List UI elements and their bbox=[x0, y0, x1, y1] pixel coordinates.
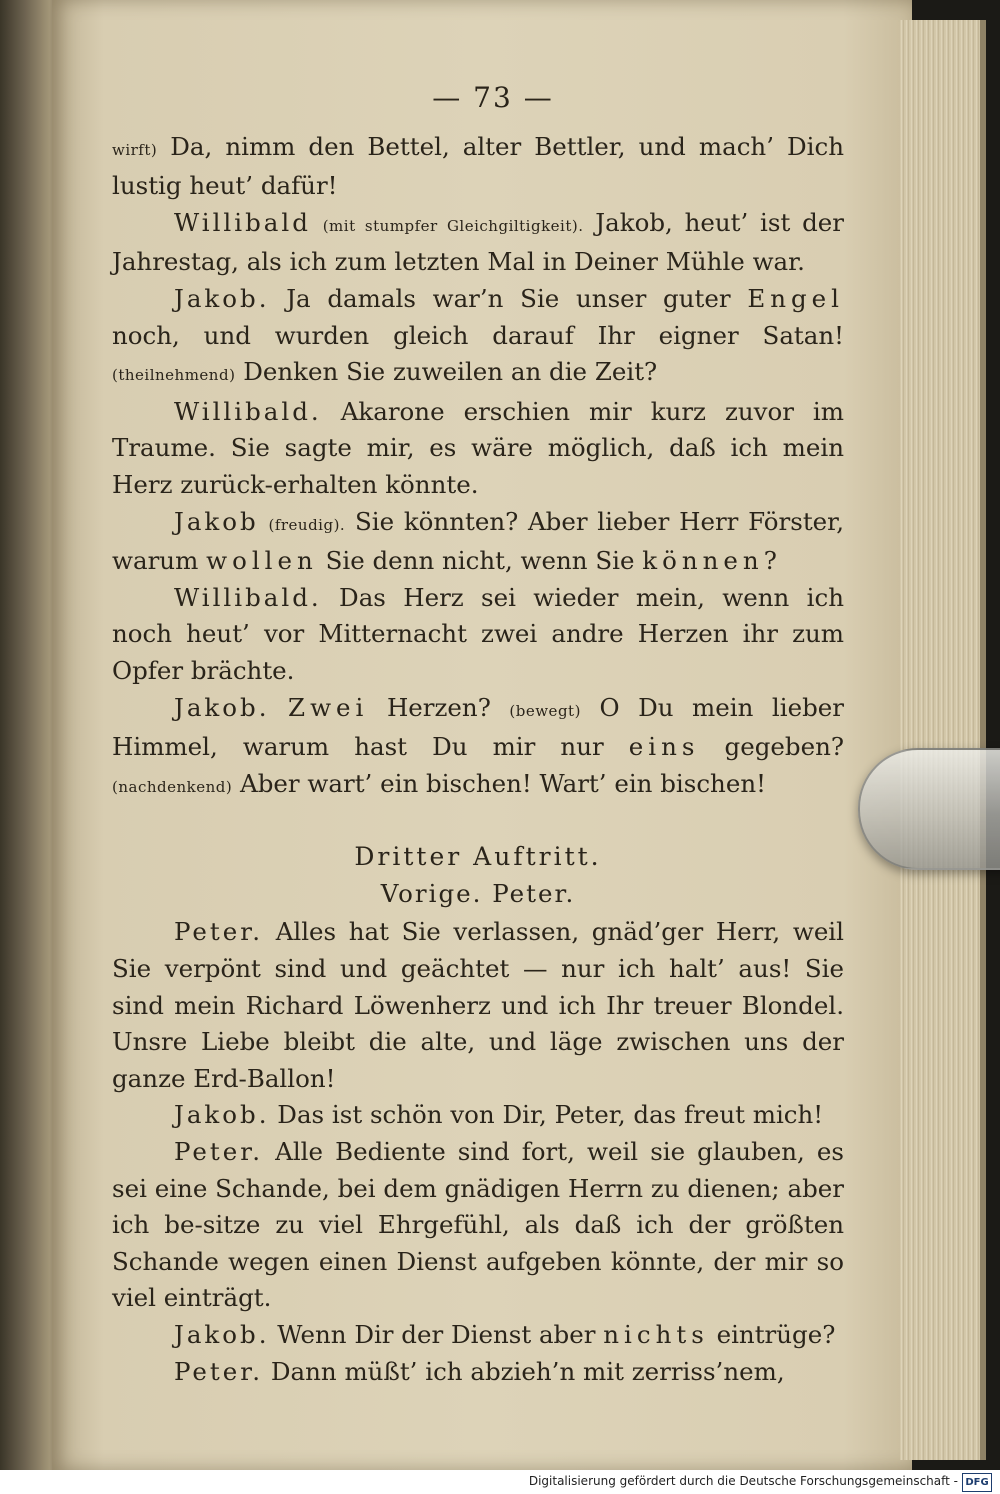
dialogue-text: Jakob, heut’ ist der Jahrestag, als ich zum letzten Mal in Deiner Mühle war. bbox=[112, 207, 844, 277]
dialogue-text: Herzen? bbox=[386, 692, 491, 722]
scene-heading: Dritter Auftritt. bbox=[354, 842, 602, 872]
dialogue-text: Denken Sie zuweilen an die Zeit? bbox=[243, 357, 658, 387]
stage-direction: (freudig). bbox=[268, 515, 346, 534]
text-paragraph bbox=[112, 690, 844, 806]
text-paragraph bbox=[112, 1134, 844, 1317]
dfg-logo: DFG bbox=[962, 1473, 992, 1492]
text-paragraph bbox=[112, 129, 844, 205]
speaker-name: Peter. bbox=[174, 1356, 264, 1386]
dialogue-text: Ja damals war’n Sie unser guter bbox=[286, 283, 731, 313]
dialogue-text: Das Herz sei wieder mein, wenn ich noch heut’ vor Mitternacht zwei andre Herzen ihr zum Opfer brächte. bbox=[112, 582, 844, 685]
speaker-name: Peter. bbox=[174, 917, 264, 947]
speaker-name: Jakob. bbox=[174, 692, 270, 722]
digitization-footer bbox=[0, 1470, 1000, 1494]
speaker-name: Jakob. bbox=[174, 1320, 270, 1349]
dialogue-text: O Du mein lieber Himmel, warum hast Du mir nur bbox=[112, 692, 844, 762]
page-stack-edge bbox=[900, 20, 986, 1460]
speaker-name: Jakob. bbox=[174, 283, 270, 313]
text-paragraph bbox=[112, 1097, 844, 1134]
dialogue-text: Sie denn nicht, wenn Sie bbox=[325, 546, 635, 576]
dialogue-text: Aber wart’ ein bischen! Wart’ ein bischen! bbox=[240, 768, 766, 798]
text-paragraph bbox=[112, 914, 844, 1097]
text-paragraph bbox=[112, 504, 844, 580]
dialogue-text: Da, nimm den Bettel, alter Bettler, und mach’ Dich lustig heut’ dafür! bbox=[112, 131, 844, 201]
stage-direction: (bewegt) bbox=[509, 701, 581, 720]
text-paragraph bbox=[112, 1354, 844, 1391]
scene-characters: Vorige. Peter. bbox=[380, 878, 576, 908]
speaker-name: Peter. bbox=[174, 1137, 264, 1167]
funding-credit: Digitalisierung gefördert durch die Deutsche Forschungsgemeinschaft - bbox=[528, 1474, 958, 1488]
speaker-name: Jakob bbox=[174, 506, 259, 536]
dialogue-text: noch, und wurden gleich darauf Ihr eigner Satan! bbox=[112, 320, 844, 350]
emphasized-word: können? bbox=[642, 546, 782, 576]
speaker-name: Willibald. bbox=[174, 396, 322, 426]
text-paragraph bbox=[112, 1317, 844, 1354]
dialogue-text: Alle Bediente sind fort, weil sie glauben, es sei eine Schande, bei dem gnädigen Herrn zu dienen; aber ich be-sitze zu viel Ehrgefühl, als daß ich der größten Schande wegen einen Dienst aufgeben könnte, der mir so viel einträgt. bbox=[112, 1137, 844, 1313]
text-paragraph bbox=[112, 394, 844, 504]
emphasized-word: Engel bbox=[747, 283, 844, 313]
emphasized-word: nichts bbox=[603, 1320, 709, 1349]
speaker-name: Jakob. bbox=[174, 1100, 270, 1130]
dialogue-text: Sie könnten? Aber lieber Herr Förster, warum bbox=[112, 506, 844, 576]
dialogue-text: Akarone erschien mir kurz zuvor im Traume. Sie sagte mir, es wäre möglich, daß ich mein Herz zurück-erhalten könnte. bbox=[112, 396, 844, 499]
page-number: — 73 — bbox=[432, 81, 554, 114]
dialogue-text: eintrüge? bbox=[716, 1320, 836, 1349]
page-text bbox=[112, 80, 844, 1390]
stage-direction: (theilnehmend) bbox=[112, 366, 236, 385]
dialogue-text: Dann müßt’ ich abzieh’n mit zerriss’nem, bbox=[270, 1356, 785, 1386]
dialogue-text: Das ist schön von Dir, Peter, das freut mich! bbox=[277, 1100, 824, 1130]
text-paragraph bbox=[112, 281, 844, 394]
emphasized-word: eins bbox=[628, 732, 700, 762]
stage-direction: (mit stumpfer Gleichgiltigkeit). bbox=[322, 216, 584, 235]
stage-direction: wirft) bbox=[112, 140, 158, 159]
stage-direction: (nachdenkend) bbox=[112, 777, 233, 796]
text-paragraph bbox=[112, 580, 844, 690]
speaker-name: Willibald. bbox=[174, 582, 322, 612]
dialogue-text: Alles hat Sie verlassen, gnäd’ger Herr, weil Sie verpönt sind und geächtet — nur ich halt’ aus! Sie sind mein Richard Löwenherz und ich Ihr treuer Blondel. Unsre Liebe bleibt die alte, und läge zwischen uns der ganze Erd-Ballon! bbox=[112, 917, 844, 1093]
dialogue-text: Wenn Dir der Dienst aber bbox=[277, 1320, 596, 1349]
text-paragraph bbox=[112, 205, 844, 281]
speaker-name: Willibald bbox=[174, 207, 311, 237]
page-clip bbox=[858, 748, 1000, 870]
dialogue-text: gegeben? bbox=[724, 732, 844, 762]
emphasized-word: Zwei bbox=[288, 692, 369, 722]
emphasized-word: wollen bbox=[206, 546, 318, 576]
